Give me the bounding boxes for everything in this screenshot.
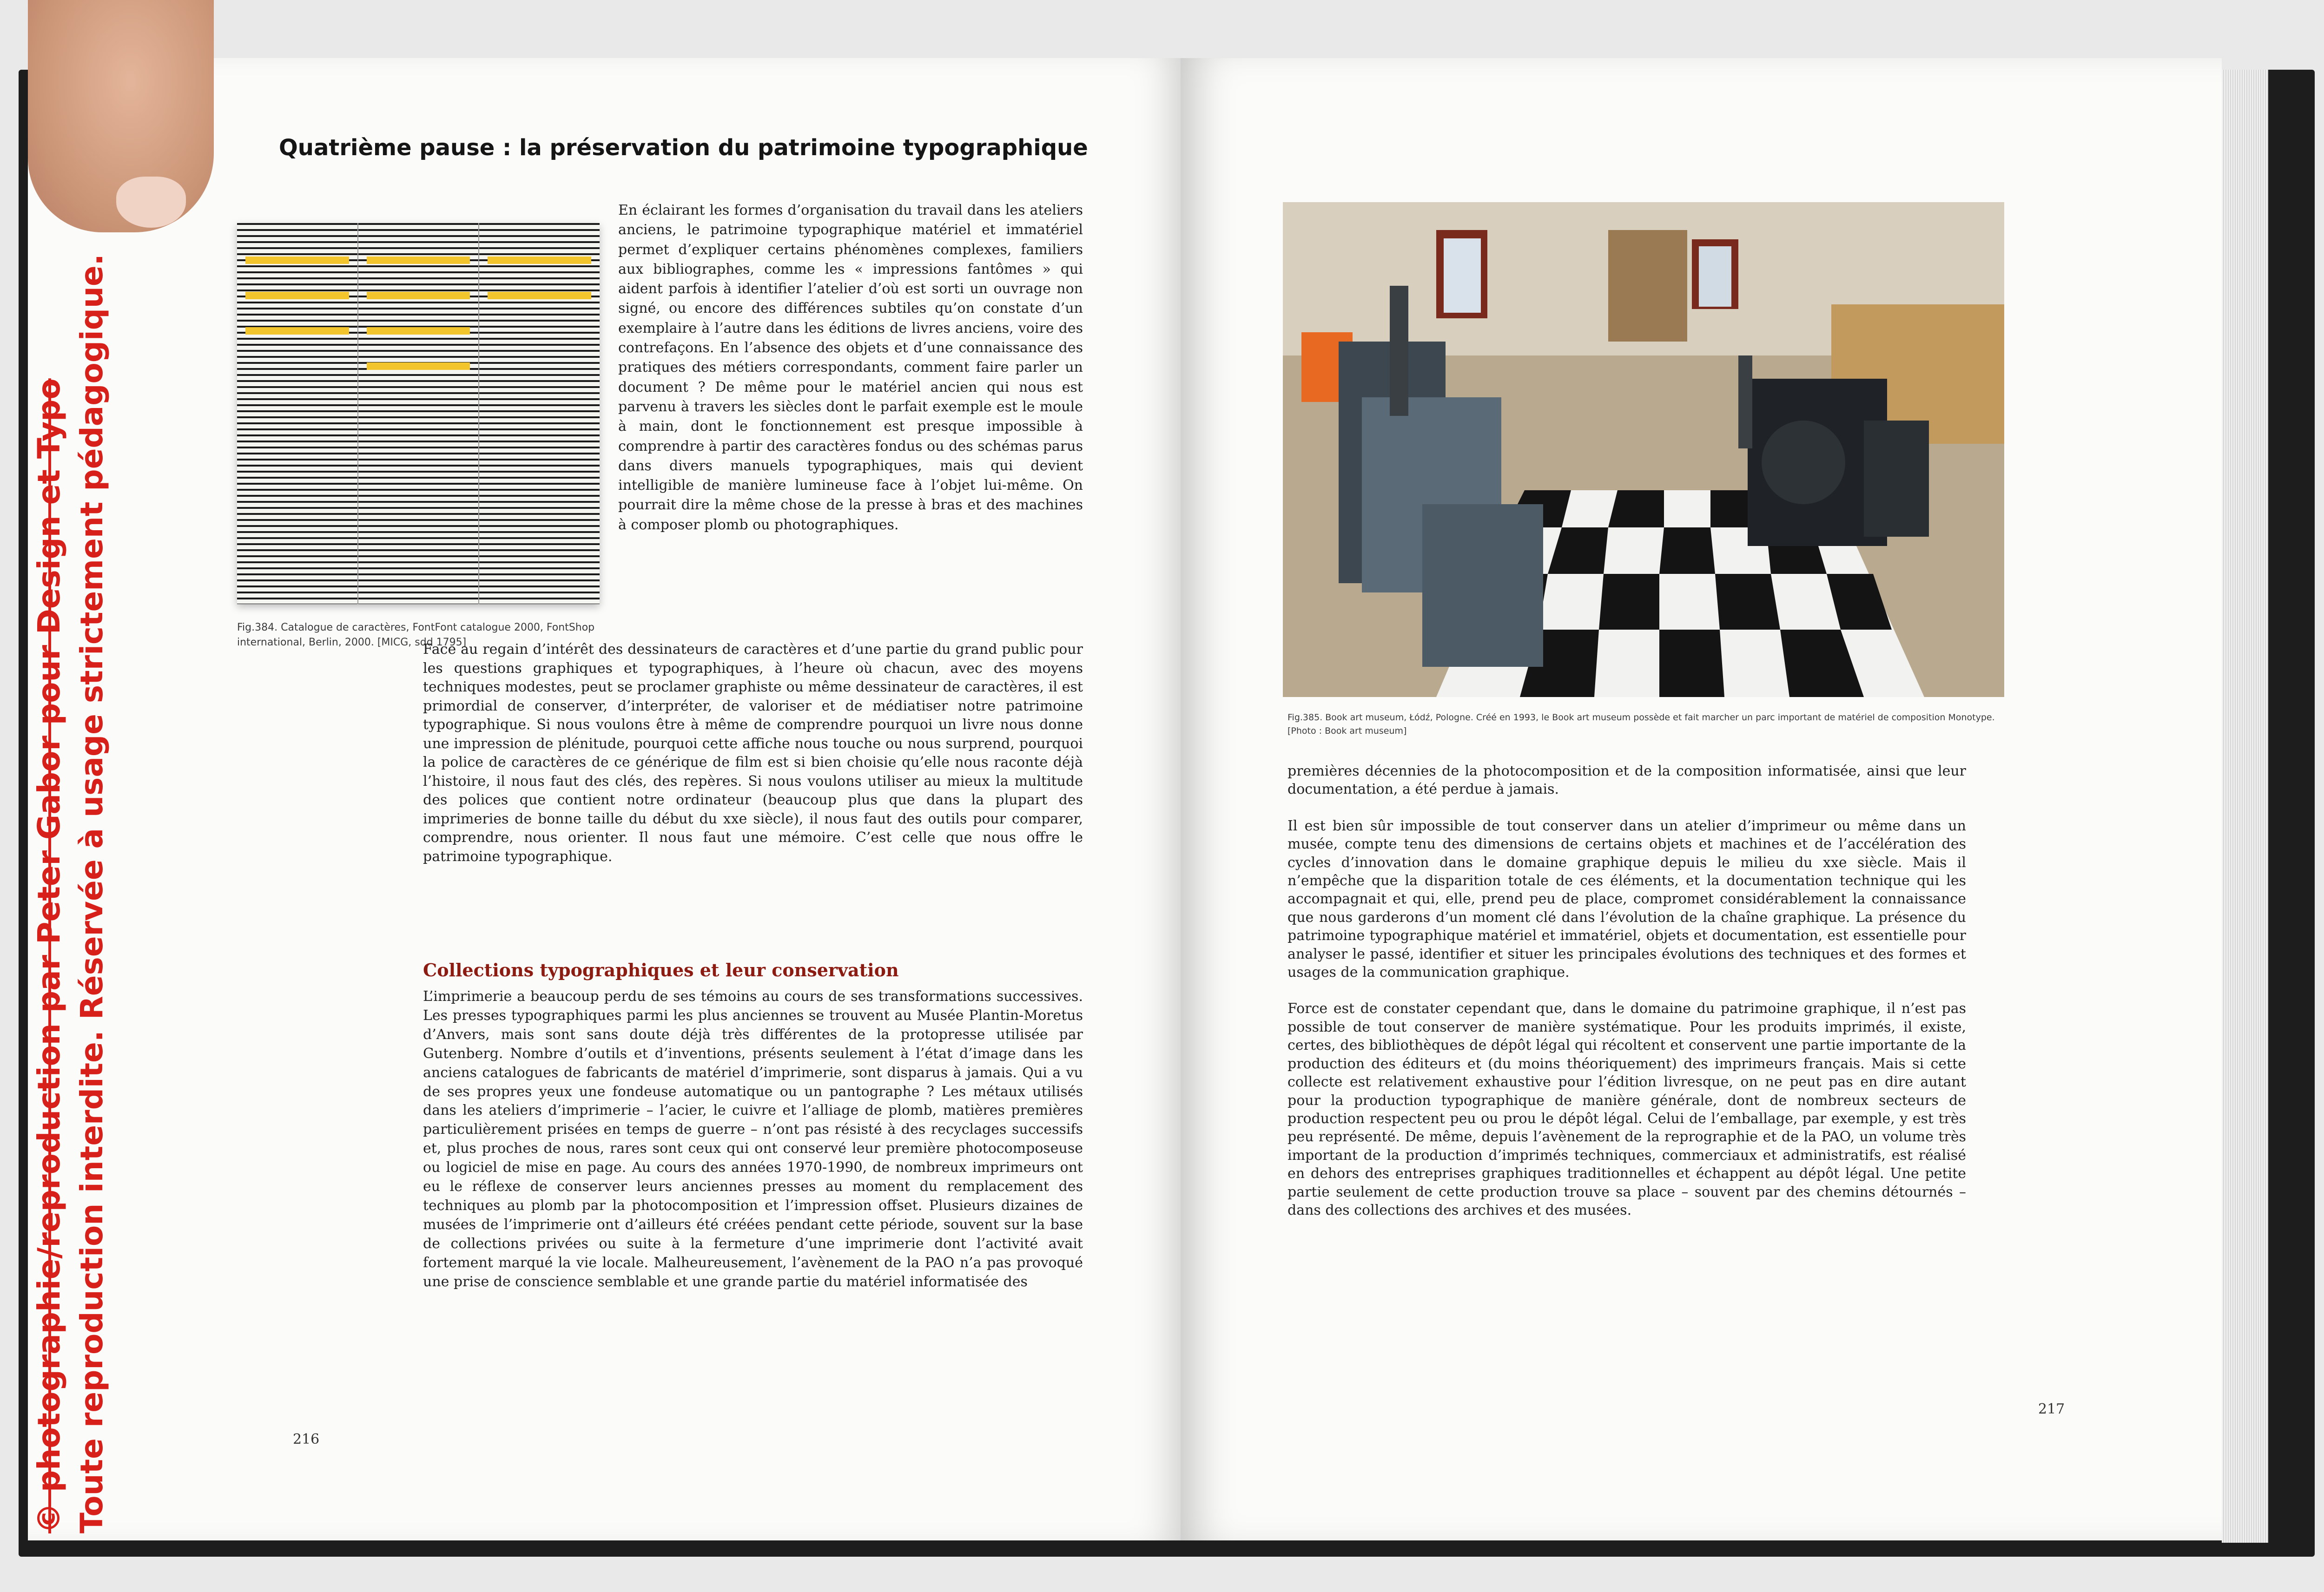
catalogue-yellow-band bbox=[488, 292, 591, 299]
body-paragraph-1: En éclairant les formes d’organisation du travail dans les ateliers anciens, le patrimoine typographique matériel et immatériel permet d’expliquer certains phénomènes complexes, familiers aux bibliographes, comme les « impressions fantômes » qui aident parfois à identifier l’atelier d’où est sorti un ouvrage non signé, ou encore des différences subtiles qu’on constate d’un exemplaire à l’autre dans les éditions de livres anciens, voire des contrefaçons. En l’absence des objets et d’une connaissance des pratiques des métiers correspondants, comment faire parler un document ? De même pour le matériel ancien qui nous est parvenu à travers les siècles dont le parfait exemple est le moule à main, dont le fonctionnement est presque impossible à comprendre à partir des caractères fondus ou des schémas parus dans divers manuels typographiques, mais qui devient intelligible de manière lumineuse face à l’objet lui-même. On pourrait dire la même chose de la presse à bras et des machines à composer plomb ou photographiques. bbox=[618, 202, 1083, 533]
catalogue-yellow-band bbox=[367, 292, 470, 299]
photo-illustration bbox=[1283, 202, 2004, 697]
right-page-body bbox=[1287, 762, 1966, 1237]
figure-384-caption: Fig.384. Catalogue de caractères, FontFont catalogue 2000, FontShop international, Berlin, 2000. [MICG, sdd 1795] bbox=[237, 622, 595, 648]
catalogue-yellow-band bbox=[245, 292, 349, 299]
catalogue-yellow-band bbox=[488, 257, 591, 264]
body-paragraph-3: L’imprimerie a beaucoup perdu de ses témoins au cours de ses transformations successives. Les presses typographiques parmi les plus anciennes se trouvent au Musée Plantin-Moretus d’Anvers, mais sont sans doute déjà très différentes de la protopresse utilisée par Gutenberg. Nombre d’outils et d’inventions, présents seulement à l’état d’image dans les anciens catalogues de fabricants de matériel d’imprimerie, sont disparus à jamais. Qui a vu de ses propres yeux une fondeuse automatique ou un pantographe ? Les métaux utilisés dans les ateliers d’imprimerie – l’acier, le cuivre et l’alliage de plomb, matières premières particulièrement prisées en temps de guerre – n’ont pas résisté à des recyclages successifs et, plus proches de nous, rares sont ceux qui ont conservé leur première photocomposeuse ou logiciel de mise en page. Au cours des années 1970-1990, de nombreux imprimeurs ont eu le réflexe de conserver leurs anciennes presses au moment du remplacement des techniques au plomb par la photocomposition et l’impression offset. Plusieurs dizaines de musées de l’imprimerie ont d’ailleurs été créées pendant cette période, souvent sur la base de collections privées ou suite à la fermeture d’une imprimerie dont l’activité avait fortement marqué la vie locale. Malheureusement, l’avènement de la PAO n’a pas provoqué une prise de conscience semblable et une grande partie du matériel informatisée des bbox=[423, 988, 1083, 1290]
catalogue-yellow-band bbox=[245, 327, 349, 335]
catalogue-yellow-band bbox=[367, 362, 470, 370]
section-heading: Collections typographiques et leur conservation bbox=[423, 960, 899, 980]
chapter-heading: Quatrième pause : la préservation du patrimoine typographique bbox=[279, 135, 1088, 161]
copyright-watermark bbox=[28, 46, 167, 1533]
font-catalogue-image bbox=[237, 223, 600, 604]
right-paragraph-1: premières décennies de la photocomposition et de la composition informatisée, ainsi que leur documentation, a été perdue à jamais. bbox=[1287, 763, 1966, 798]
page-edges bbox=[2222, 70, 2268, 1543]
watermark-line-1: © photographie/reproduction par Peter Gabor pour Design et Typo bbox=[31, 378, 67, 1533]
catalogue-yellow-band bbox=[367, 257, 470, 264]
page-number-left: 216 bbox=[293, 1431, 320, 1447]
catalogue-yellow-band bbox=[367, 327, 470, 335]
printing-museum-photo bbox=[1283, 202, 2004, 697]
catalogue-page-middle bbox=[357, 223, 479, 604]
body-paragraph-2: Face au regain d’intérêt des dessinateurs de caractères et d’une partie du grand public pour les questions graphiques et typographiques, à l’heure où chacun, avec des moyens techniques modestes, peut se proclamer graphiste ou même dessinateur de caractères, il est primordial de conserver, d’interpréter, de valoriser et de médiatiser notre patrimoine typographique. Si nous voulons être à même de comprendre pourquoi un livre nous donne une impression de plénitude, pourquoi cette affiche nous touche ou nous surprend, pourquoi la police de caractères de ce générique de film est si bien choisie qu’elle nous raconte déjà l’histoire, il nous faut des clés, des repères. Si nous voulons utiliser au mieux la multitude des polices que contient notre ordinateur (beaucoup plus que dans la plupart des imprimeries de bonne taille du début du xxe siècle), il nous faut des outils pour comparer, comprendre, nous orienter. Il nous faut une mémoire. C’est celle que nous offre le patrimoine typographique. bbox=[423, 641, 1083, 865]
right-paragraph-3: Force est de constater cependant que, dans le domaine du patrimoine graphique, il n’est pas possible de tout conserver de manière systématique. Pour les produits imprimés, il existe, certes, des bibliothèques de dépôt légal qui récoltent et conservent une partie importante de la production des éditeurs et (du moins théoriquement) des imprimeurs français. Mais si cette collecte est relativement exhaustive pour l’édition livresque, on ne peut pas en dire autant pour la production typographique de manière générale, dont de nombreux secteurs de production respectent peu ou prou le dépôt légal. Celui de l’emballage, par exemple, y est très peu représenté. De même, depuis l’avènement de la reprographie et de la PAO, un volume très important de la production d’imprimés techniques, commerciaux et administratifs, est réalisé en dehors des entreprises graphiques traditionnelles et échappent au dépôt légal. Une petite partie seulement de cette production trouve sa place – souvent par des chemins détournés – dans des collections des archives et des musées. bbox=[1287, 1000, 1966, 1218]
catalogue-page-right bbox=[478, 223, 600, 604]
right-paragraph-2: Il est bien sûr impossible de tout conserver dans un atelier d’imprimeur ou même dans un musée, compte tenu des dimensions de certains objets et machines et de l’accélération des cycles d’innovation dans le domaine graphique depuis le milieu du xxe siècle. Mais il n’empêche que la disparition totale de ces éléments, et la documentation technique qui les accompagnait et qui, elle, prend peu de place, compromet considérablement la connaissance que nous garderons d’un moment clé dans l’évolution de la chaîne graphique. La présence du patrimoine typographique matériel et immatériel, objets et documentation, est essentielle pour analyser le passé, identifier et situer les principales évolutions des techniques et des formes et usages de la communication graphique. bbox=[1287, 817, 1966, 981]
catalogue-page-left bbox=[237, 223, 357, 604]
watermark-line-2: Toute reproduction interdite. Réservée à usage strictement pédagogique. bbox=[74, 254, 110, 1533]
figure-385-caption: Fig.385. Book art museum, Łódź, Pologne. Créé en 1993, le Book art museum possède et fait marcher un parc important de matériel de composition Monotype. [Photo : Book art museum] bbox=[1287, 712, 1995, 736]
catalogue-yellow-band bbox=[245, 257, 349, 264]
page-number-right: 217 bbox=[2038, 1401, 2065, 1417]
